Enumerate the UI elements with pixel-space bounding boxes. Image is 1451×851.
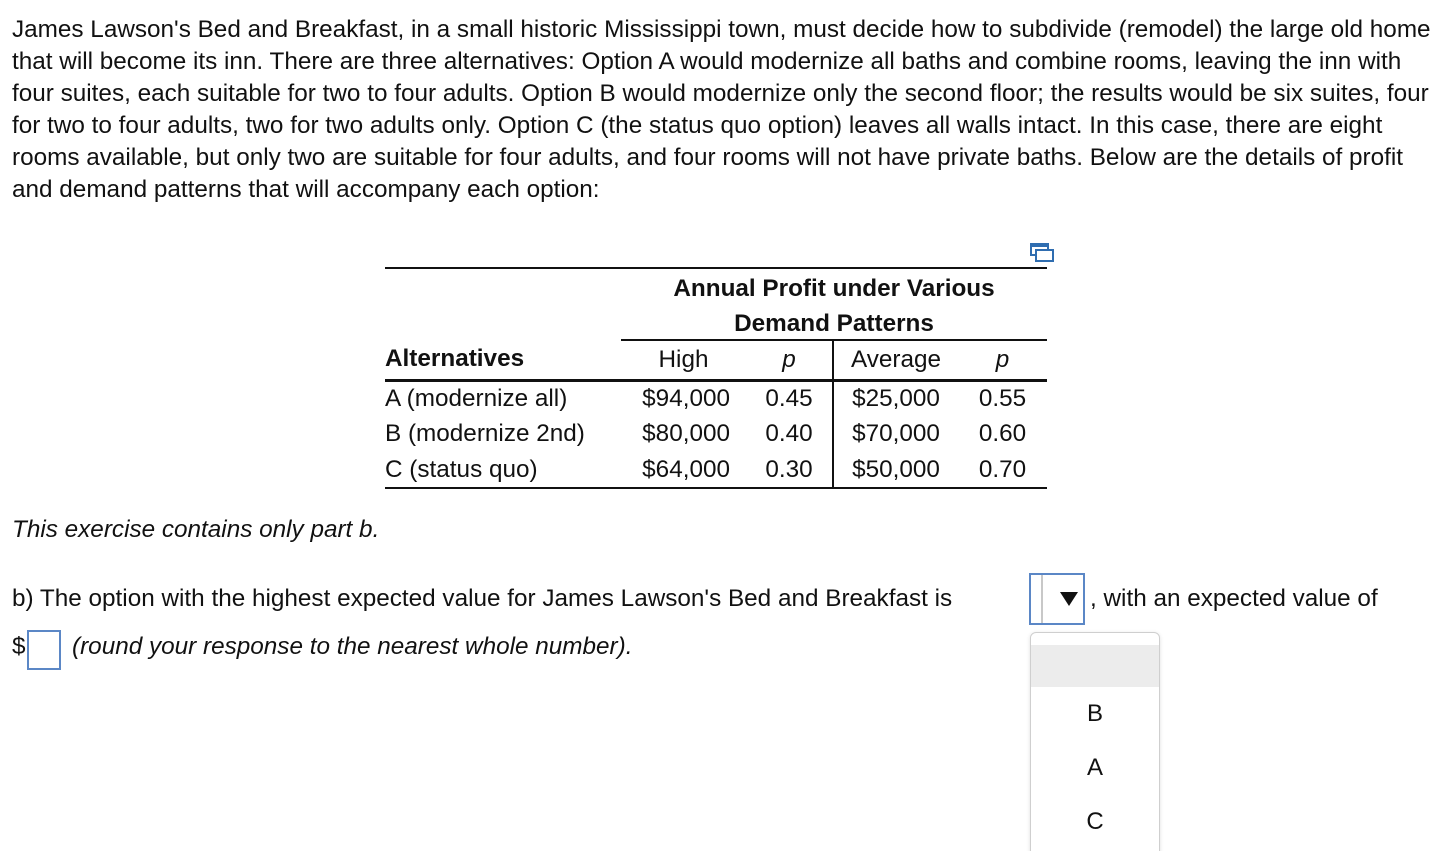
p-high-cell: 0.45 (765, 384, 813, 412)
dropdown-blank-option[interactable] (1031, 645, 1159, 687)
p-average-cell: 0.70 (958, 452, 1047, 488)
high-cell: $94,000 (642, 384, 730, 412)
alt-cell: C (status quo) (385, 452, 621, 488)
header-average: Average (833, 340, 958, 380)
option-dropdown-menu (1030, 632, 1160, 851)
problem-intro: James Lawson's Bed and Breakfast, in a small historic Mississippi town, must decide how to subdivide (remodel) the large old home that will become its inn. There are three alternatives: Option A would modernize all baths and combine rooms, leaving the inn with four suites, each suitable for two to four adults. Option B would modernize only the second floor; the results would be six suites, four for two to four adults, two for two adults only. Option C (the status quo option) leaves all walls intact. In this case, there are eight rooms available, but only two are suitable for four adults, and four rooms will not have private baths. Below are the details of profit and demand patterns that will accompany each option: (12, 16, 1431, 203)
dropdown-option[interactable]: B (1086, 700, 1103, 727)
high-cell: $64,000 (621, 452, 746, 488)
p-average-cell: 0.55 (978, 384, 1027, 412)
table-row (385, 452, 1047, 488)
table-row (385, 380, 1047, 416)
option-select[interactable] (1029, 573, 1085, 625)
expected-value-input[interactable] (27, 630, 61, 670)
p-average-cell: 0.60 (978, 420, 1027, 447)
average-cell: $50,000 (833, 452, 958, 488)
alt-cell: A (modernize all) (385, 384, 568, 412)
profit-table (385, 267, 1047, 489)
part-note: This exercise contains only part b. (12, 516, 380, 543)
caret-down-icon[interactable] (1060, 592, 1078, 606)
alt-cell: B (modernize 2nd) (385, 420, 585, 447)
rounding-note: (round your response to the nearest whole number). (72, 633, 633, 660)
question-suffix: , with an expected value of (1090, 585, 1378, 612)
dropdown-option[interactable]: A (1086, 754, 1103, 781)
group-header-line1: Annual Profit under Various (621, 268, 1047, 308)
table-row (385, 416, 1047, 452)
header-p-high: p (746, 340, 833, 380)
header-p-average: p (958, 340, 1047, 380)
average-cell: $70,000 (833, 416, 958, 452)
header-high: High (621, 340, 746, 380)
p-high-cell: 0.30 (746, 452, 833, 488)
high-cell: $80,000 (642, 420, 730, 447)
header-alternatives: Alternatives (385, 340, 621, 380)
dollar-sign: $ (12, 633, 26, 660)
average-cell: $25,000 (833, 380, 958, 416)
dropdown-option[interactable]: C (1086, 808, 1104, 835)
p-high-cell: 0.40 (765, 420, 813, 447)
copy-table-icon[interactable] (1030, 243, 1054, 263)
group-header-line2: Demand Patterns (621, 308, 1047, 340)
question-text: b) The option with the highest expected value for James Lawson's Bed and Breakfast is (12, 585, 953, 612)
